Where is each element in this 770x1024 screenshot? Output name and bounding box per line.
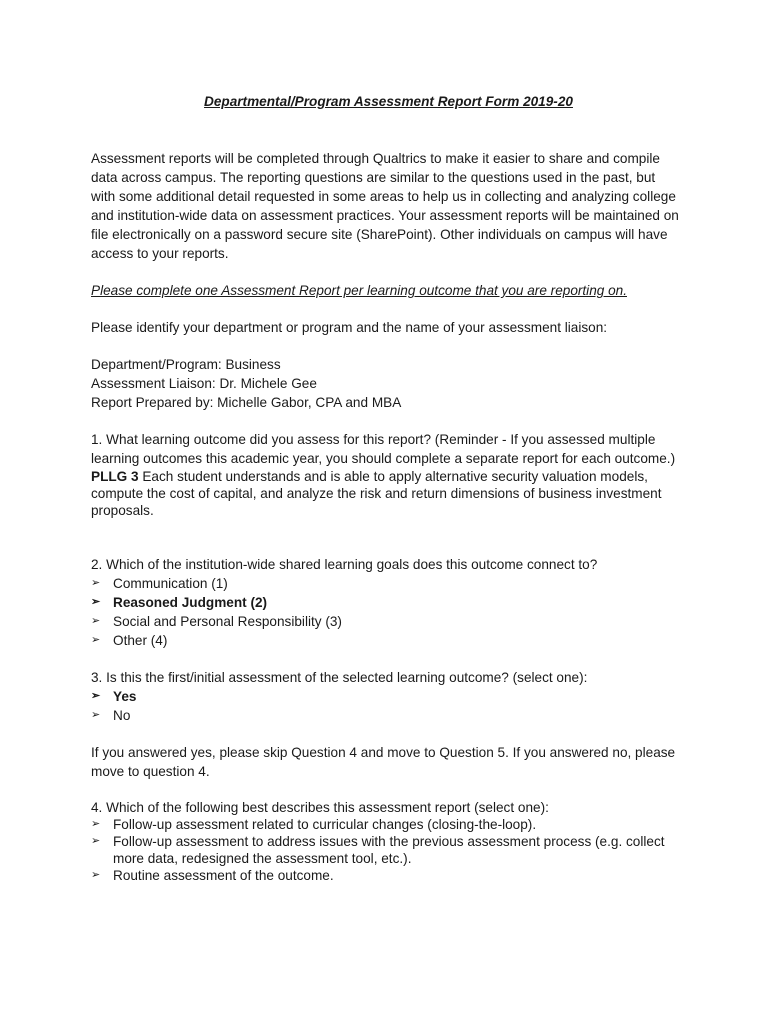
question-2-options <box>91 574 680 650</box>
intro-paragraph: Assessment reports will be completed through Qualtrics to make it easier to share and compile data across campus. The reporting questions are similar to the questions used in the past, but with some additional detail requested in some areas to help us in collecting and analyzing college and institution-wide data on assessment practices. Your assessment reports will be maintained on file electronically on a password secure site (SharePoint). Other individuals on campus will have access to your reports. <box>91 151 679 261</box>
option-label: Reasoned Judgment (2) <box>113 595 268 610</box>
option-label: Follow-up assessment related to curricular changes (closing-the-loop). <box>113 817 537 832</box>
department-info <box>91 355 680 412</box>
question-2 <box>91 555 680 650</box>
liaison-line: Assessment Liaison: Dr. Michele Gee <box>91 376 317 391</box>
question-4-options <box>91 816 680 884</box>
option-item <box>91 574 680 593</box>
question-3 <box>91 668 680 725</box>
option-label: Social and Personal Responsibility (3) <box>113 614 342 629</box>
option-item <box>91 816 680 833</box>
option-label: Yes <box>113 689 137 704</box>
question-3-text: 3. Is this the first/initial assessment of the selected learning outcome? (select one): <box>91 670 588 685</box>
question-1 <box>91 430 680 519</box>
option-label: Routine assessment of the outcome. <box>113 868 334 883</box>
arrow-bullet-icon: ➢ <box>91 634 101 646</box>
question-2-text: 2. Which of the institution-wide shared learning goals does this outcome connect to? <box>91 557 598 572</box>
option-label: No <box>113 708 131 723</box>
option-label: Other (4) <box>113 633 168 648</box>
arrow-bullet-icon: ➢ <box>91 690 101 702</box>
question-1-text: 1. What learning outcome did you assess for this report? (Reminder - If you assessed multiple learning outcomes this academic year, you should complete a separate report for each outcome.) <box>91 432 676 466</box>
instruction-note: Please complete one Assessment Report per learning outcome that you are reporting on. <box>91 283 627 298</box>
arrow-bullet-icon: ➢ <box>91 709 101 721</box>
option-label: Communication (1) <box>113 576 228 591</box>
skip-instruction: If you answered yes, please skip Question 4 and move to Question 5. If you answered no, please move to question 4. <box>91 745 676 779</box>
outcome-description: Each student understands and is able to apply alternative security valuation models, compute the cost of capital, and analyze the risk and return dimensions of business investment proposals. <box>91 469 662 518</box>
option-item-selected <box>91 687 680 706</box>
question-4 <box>91 799 680 884</box>
option-item-selected <box>91 593 680 612</box>
question-3-options <box>91 687 680 725</box>
option-item <box>91 706 680 725</box>
arrow-bullet-icon: ➢ <box>91 835 101 847</box>
outcome-code: PLLG 3 <box>91 469 139 484</box>
department-line: Department/Program: Business <box>91 357 281 372</box>
option-label: Follow-up assessment to address issues with the previous assessment process (e.g. collect more data, redesigned the assessment tool, etc.). <box>113 834 665 866</box>
question-1-answer <box>91 468 680 519</box>
option-item <box>91 631 680 650</box>
arrow-bullet-icon: ➢ <box>91 577 101 589</box>
arrow-bullet-icon: ➢ <box>91 615 101 627</box>
document-title: Departmental/Program Assessment Report Form 2019-20 <box>204 94 573 109</box>
option-item <box>91 833 680 867</box>
prepared-by-line: Report Prepared by: Michelle Gabor, CPA and MBA <box>91 395 402 410</box>
question-4-text: 4. Which of the following best describes this assessment report (select one): <box>91 800 549 815</box>
arrow-bullet-icon: ➢ <box>91 596 101 608</box>
arrow-bullet-icon: ➢ <box>91 818 101 830</box>
option-item <box>91 867 680 884</box>
arrow-bullet-icon: ➢ <box>91 869 101 881</box>
identify-prompt: Please identify your department or program and the name of your assessment liaison: <box>91 320 608 335</box>
option-item <box>91 612 680 631</box>
